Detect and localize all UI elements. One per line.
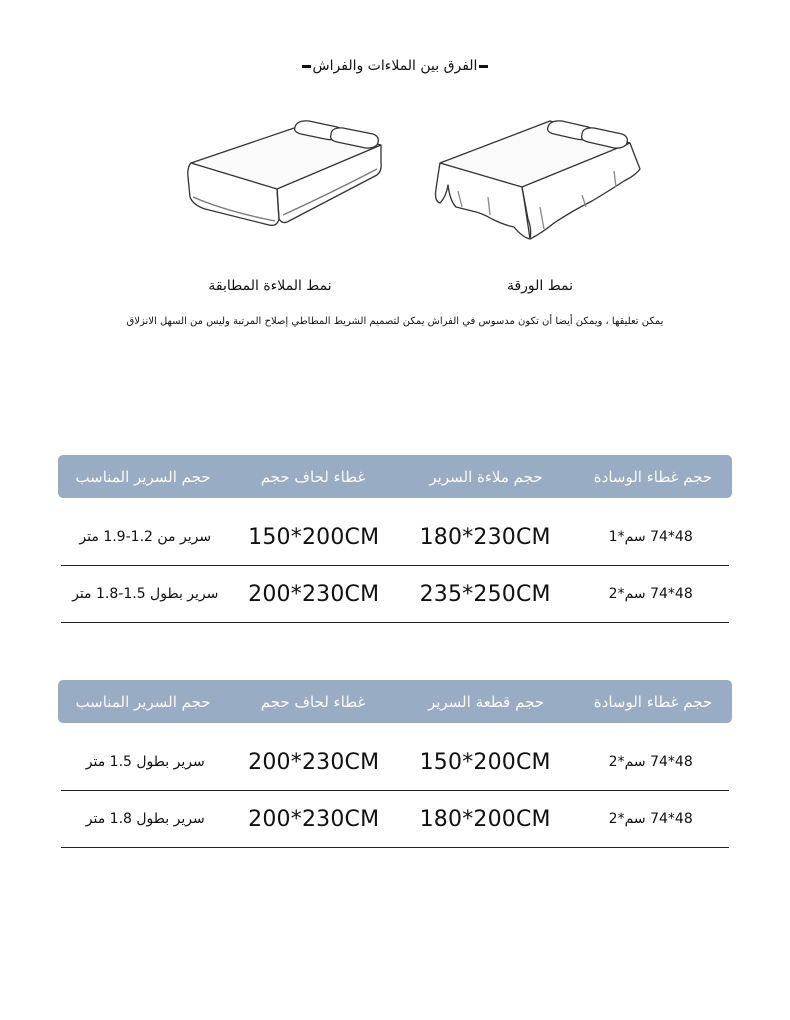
table-row: [61, 566, 729, 623]
pillow-size-cell: 48*74 سم*2: [608, 754, 693, 770]
header-quilt-cover: غطاء لحاف حجم: [260, 692, 366, 711]
bed-size-cell: سرير بطول 1.5 متر: [85, 754, 205, 770]
title-text: الفرق بين الملاءات والفراش: [312, 58, 478, 74]
quilt-size-cell: 150*200CM: [248, 524, 380, 550]
bed-piece-size-cell: 150*200CM: [419, 749, 551, 775]
bed-size-cell: سرير بطول 1.5-1.8 متر: [72, 586, 219, 602]
header-bed-sheet: حجم ملاءة السرير: [429, 467, 543, 486]
quilt-size-cell: 200*230CM: [248, 581, 380, 607]
quilt-size-cell: 200*230CM: [248, 749, 380, 775]
header-suitable-bed: حجم السرير المناسب: [75, 467, 211, 486]
sheet-size-cell: 180*230CM: [419, 524, 551, 550]
header-quilt-cover: غطاء لحاف حجم: [260, 467, 366, 486]
caption-fitted-sheet: نمط الملاءة المطابقة: [208, 278, 332, 294]
description-note: يمكن تعليقها ، ويمكن أيضا أن تكون مدسوس في الفراش يمكن لتصميم الشريط المطاطي إصلاح المرتبة وليس من السهل الانزلاق: [126, 316, 664, 327]
header-suitable-bed: حجم السرير المناسب: [75, 692, 211, 711]
sheet-size-cell: 235*250CM: [419, 581, 551, 607]
title-dash-right: [479, 65, 488, 68]
pillow-size-cell: 48*74 سم*2: [608, 811, 693, 827]
quilt-size-cell: 200*230CM: [248, 806, 380, 832]
title-dash-left: [302, 65, 311, 68]
size-table-2: [58, 680, 732, 848]
table-header: [58, 680, 732, 723]
page-title: [0, 58, 790, 74]
table-row: [61, 509, 729, 566]
header-pillowcase: حجم غطاء الوسادة: [593, 467, 713, 486]
pillow-size-cell: 48*74 سم*2: [608, 586, 693, 602]
pillow-size-cell: 48*74 سم*1: [608, 529, 693, 545]
header-pillowcase: حجم غطاء الوسادة: [593, 692, 713, 711]
table-header: [58, 455, 732, 498]
fitted-sheet-bed-illustration: [185, 115, 385, 230]
size-table-1: [58, 455, 732, 623]
bed-piece-size-cell: 180*200CM: [419, 806, 551, 832]
caption-flat-sheet: نمط الورقة: [506, 278, 574, 294]
table-row: [61, 734, 729, 791]
table-row: [61, 791, 729, 848]
flat-sheet-bed-illustration: [432, 115, 644, 245]
header-bed-piece: حجم قطعة السرير: [427, 692, 545, 711]
bed-size-cell: سرير من 1.2-1.9 متر: [79, 529, 212, 545]
bed-size-cell: سرير بطول 1.8 متر: [85, 811, 205, 827]
